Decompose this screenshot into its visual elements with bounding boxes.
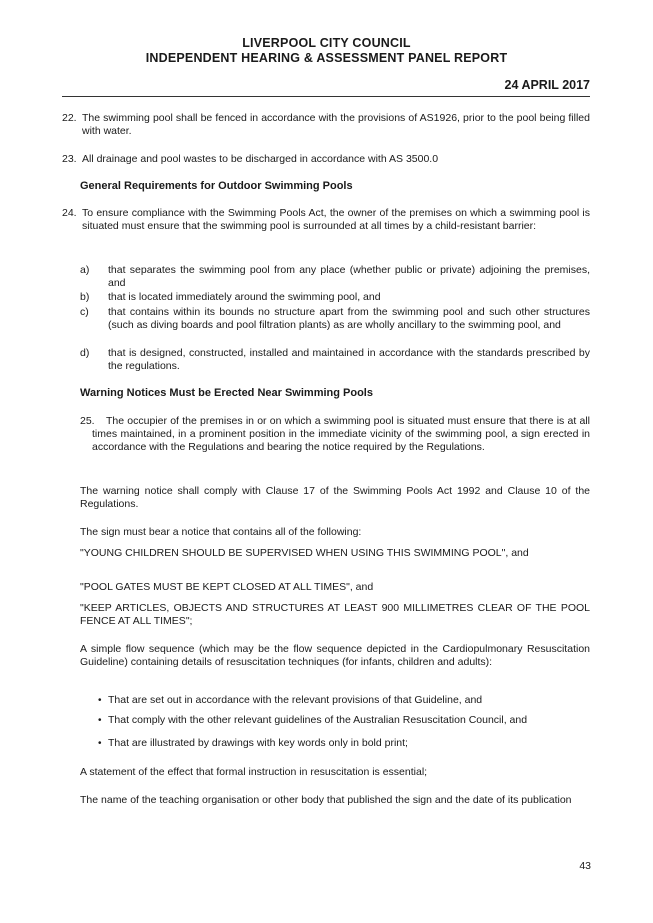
bullet-1-icon: • (98, 695, 102, 706)
publisher-paragraph: The name of the teaching organisation or other body that published the sign and the date of its publication (80, 794, 572, 806)
item-c-label: c) (80, 306, 89, 318)
heading-warning-notices: Warning Notices Must be Erected Near Swimming Pools (80, 387, 373, 399)
page-number: 43 (579, 860, 591, 872)
bullet-item-2: That comply with the other relevant guidelines of the Australian Resuscitation Council, and (108, 714, 528, 726)
notice-keep-clear: "KEEP ARTICLES, OBJECTS AND STRUCTURES AT LEAST 900 MILLIMETRES CLEAR OF THE POOL FENCE AT ALL TIMES"; (80, 602, 590, 627)
item-d-text: that is designed, constructed, installed and maintained in accordance with the standards prescribed by the regulations. (108, 347, 590, 372)
report-date: 24 APRIL 2017 (504, 78, 590, 92)
bullet-3-icon: • (98, 738, 102, 749)
sign-notice-intro: The sign must bear a notice that contains all of the following: (80, 526, 362, 538)
bullet-item-1: That are set out in accordance with the relevant provisions of that Guideline, and (108, 694, 483, 706)
item-b-label: b) (80, 291, 90, 303)
heading-general-requirements: General Requirements for Outdoor Swimming Pools (80, 180, 353, 192)
warning-notice-paragraph: The warning notice shall comply with Clause 17 of the Swimming Pools Act 1992 and Clause 10 of the Regulations. (80, 485, 590, 510)
item-b-text: that is located immediately around the swimming pool, and (108, 291, 381, 303)
notice-young-children: "YOUNG CHILDREN SHOULD BE SUPERVISED WHEN USING THIS SWIMMING POOL", and (80, 547, 529, 559)
condition-23-number: 23. (62, 153, 77, 165)
report-title: INDEPENDENT HEARING & ASSESSMENT PANEL REPORT (145, 51, 508, 65)
flow-sequence-paragraph: A simple flow sequence (which may be the flow sequence depicted in the Cardiopulmonary Resuscitation Guideline) containing details of resuscitation techniques (for infants, children and adults): (80, 643, 590, 668)
condition-23-text: All drainage and pool wastes to be discharged in accordance with AS 3500.0 (82, 153, 439, 165)
header-rule (62, 96, 590, 97)
notice-pool-gates: "POOL GATES MUST BE KEPT CLOSED AT ALL TIMES", and (80, 581, 374, 593)
item-d-label: d) (80, 347, 90, 359)
item-c-text: that contains within its bounds no structure apart from the swimming pool and such other structures (such as diving boards and pool filtration plants) as are wholly ancillary to the swimming pool, and (108, 306, 590, 331)
item-a-label: a) (80, 264, 90, 276)
condition-24-text: To ensure compliance with the Swimming Pools Act, the owner of the premises on which a swimming pool is situated must ensure that the swimming pool is surrounded at all times by a child-resistant barrier: (82, 207, 590, 232)
council-name: LIVERPOOL CITY COUNCIL (242, 36, 411, 50)
item-a-text: that separates the swimming pool from any place (whether public or private) adjoining the premises, and (108, 264, 590, 289)
resuscitation-statement: A statement of the effect that formal instruction in resuscitation is essential; (80, 766, 428, 778)
condition-22-number: 22. (62, 112, 77, 124)
bullet-item-3: That are illustrated by drawings with key words only in bold print; (108, 737, 408, 749)
condition-25-number: 25. (80, 415, 95, 427)
condition-25-text: The occupier of the premises in or on which a swimming pool is situated must ensure that there is at all times maintained, in a prominent position in the immediate vicinity of the swimming pool, a sign erected in accordance with the Regulations and bearing the notice required by the Regulations. (92, 415, 590, 453)
condition-22-text: The swimming pool shall be fenced in accordance with the provisions of AS1926, prior to the pool being filled with water. (82, 112, 590, 137)
bullet-2-icon: • (98, 715, 102, 726)
condition-24-number: 24. (62, 207, 77, 219)
